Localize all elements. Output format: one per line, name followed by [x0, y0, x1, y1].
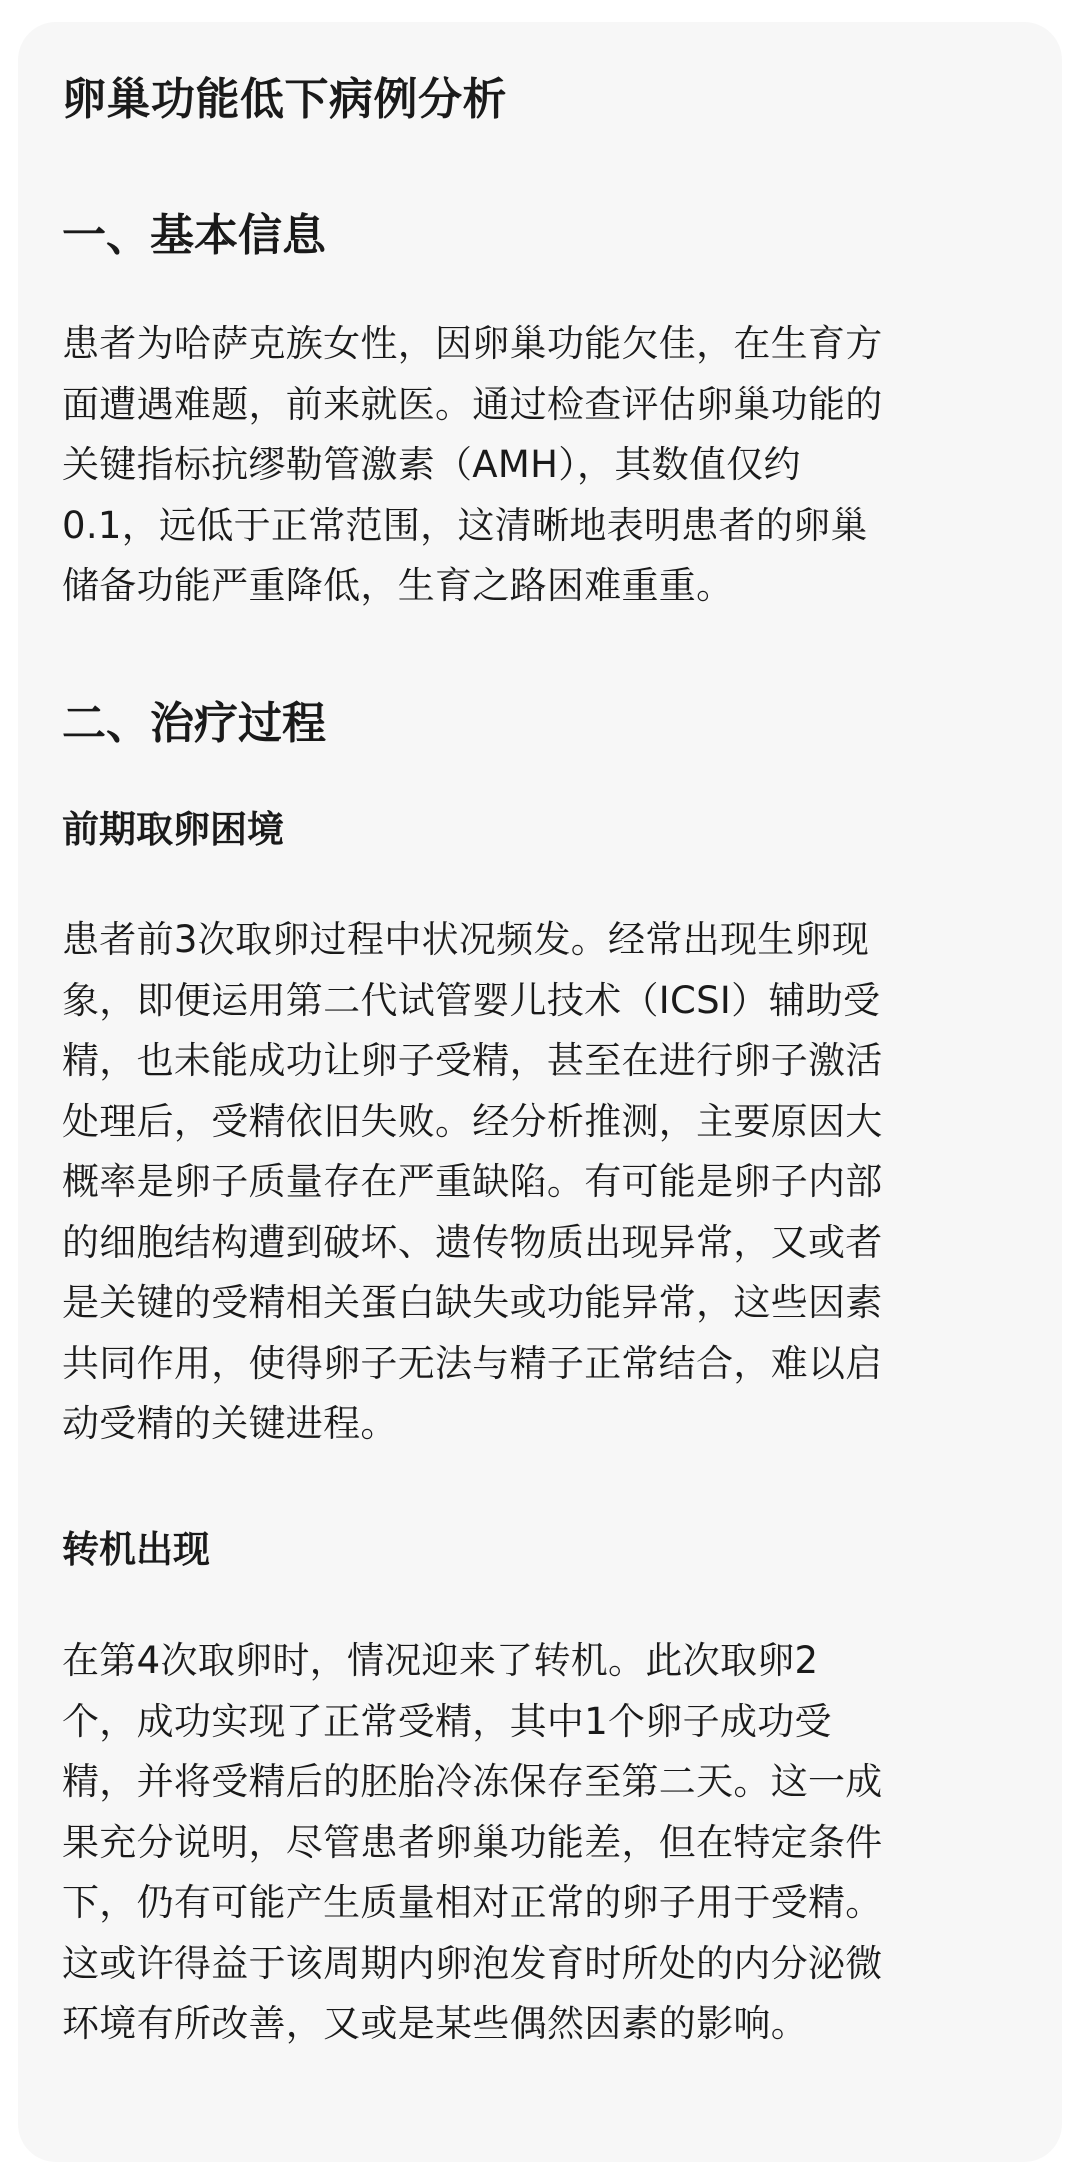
- basic-info-paragraph: [62, 314, 1022, 617]
- paragraph-line: 处理后，受精依旧失败。经分析推测，主要原因大: [62, 1099, 883, 1143]
- document-card: [18, 22, 1062, 2162]
- paragraph-line: 下，仍有可能产生质量相对正常的卵子用于受精。: [62, 1881, 883, 1924]
- paragraph-line: 果充分说明，尽管患者卵巢功能差，但在特定条件: [62, 1820, 883, 1864]
- subsection-heading-early-retrieval: 前期取卵困境: [62, 808, 284, 851]
- paragraph-line: 个，成功实现了正常受精，其中1个卵子成功受: [62, 1699, 832, 1743]
- paragraph-line: 0.1，远低于正常范围，这清晰地表明患者的卵巢: [62, 503, 868, 547]
- turning-point-paragraph: [62, 1631, 1022, 2055]
- paragraph-line: 患者为哈萨克族女性，因卵巢功能欠佳，在生育方: [62, 322, 883, 365]
- paragraph-line: 储备功能严重降低，生育之路困难重重。: [62, 564, 734, 607]
- paragraph-line: 在第4次取卵时，情况迎来了转机。此次取卵2: [62, 1639, 819, 1682]
- subsection-heading-turning-point: 转机出现: [62, 1528, 210, 1571]
- paragraph-line: 动受精的关键进程。: [62, 1402, 398, 1445]
- document-title: 卵巢功能低下病例分析: [62, 74, 507, 125]
- paragraph-line: 这或许得益于该周期内卵泡发育时所处的内分泌微: [62, 1941, 883, 1985]
- paragraph-line: 患者前3次取卵过程中状况频发。经常出现生卵现: [62, 918, 870, 961]
- paragraph-line: 象，即便运用第二代试管婴儿技术（ICSI）辅助受: [62, 978, 881, 1022]
- early-retrieval-paragraph: [62, 910, 1022, 1455]
- paragraph-line: 概率是卵子质量存在严重缺陷。有可能是卵子内部: [62, 1160, 883, 1203]
- section-heading-basic-info: 一、基本信息: [62, 210, 326, 261]
- paragraph-line: 面遭遇难题，前来就医。通过检查评估卵巢功能的: [62, 382, 883, 426]
- paragraph-line: 精，并将受精后的胚胎冷冻保存至第二天。这一成: [62, 1760, 883, 1803]
- paragraph-line: 关键指标抗缪勒管激素（AMH），其数值仅约: [62, 443, 801, 486]
- paragraph-line: 的细胞结构遭到破坏、遗传物质出现异常，又或者: [62, 1220, 883, 1264]
- paragraph-line: 共同作用，使得卵子无法与精子正常结合，难以启: [62, 1341, 883, 1385]
- section-heading-treatment: 二、治疗过程: [62, 698, 326, 749]
- paragraph-line: 环境有所改善，又或是某些偶然因素的影响。: [62, 2002, 808, 2045]
- paragraph-line: 精，也未能成功让卵子受精，甚至在进行卵子激活: [62, 1039, 883, 1082]
- paragraph-line: 是关键的受精相关蛋白缺失或功能异常，这些因素: [62, 1281, 883, 1324]
